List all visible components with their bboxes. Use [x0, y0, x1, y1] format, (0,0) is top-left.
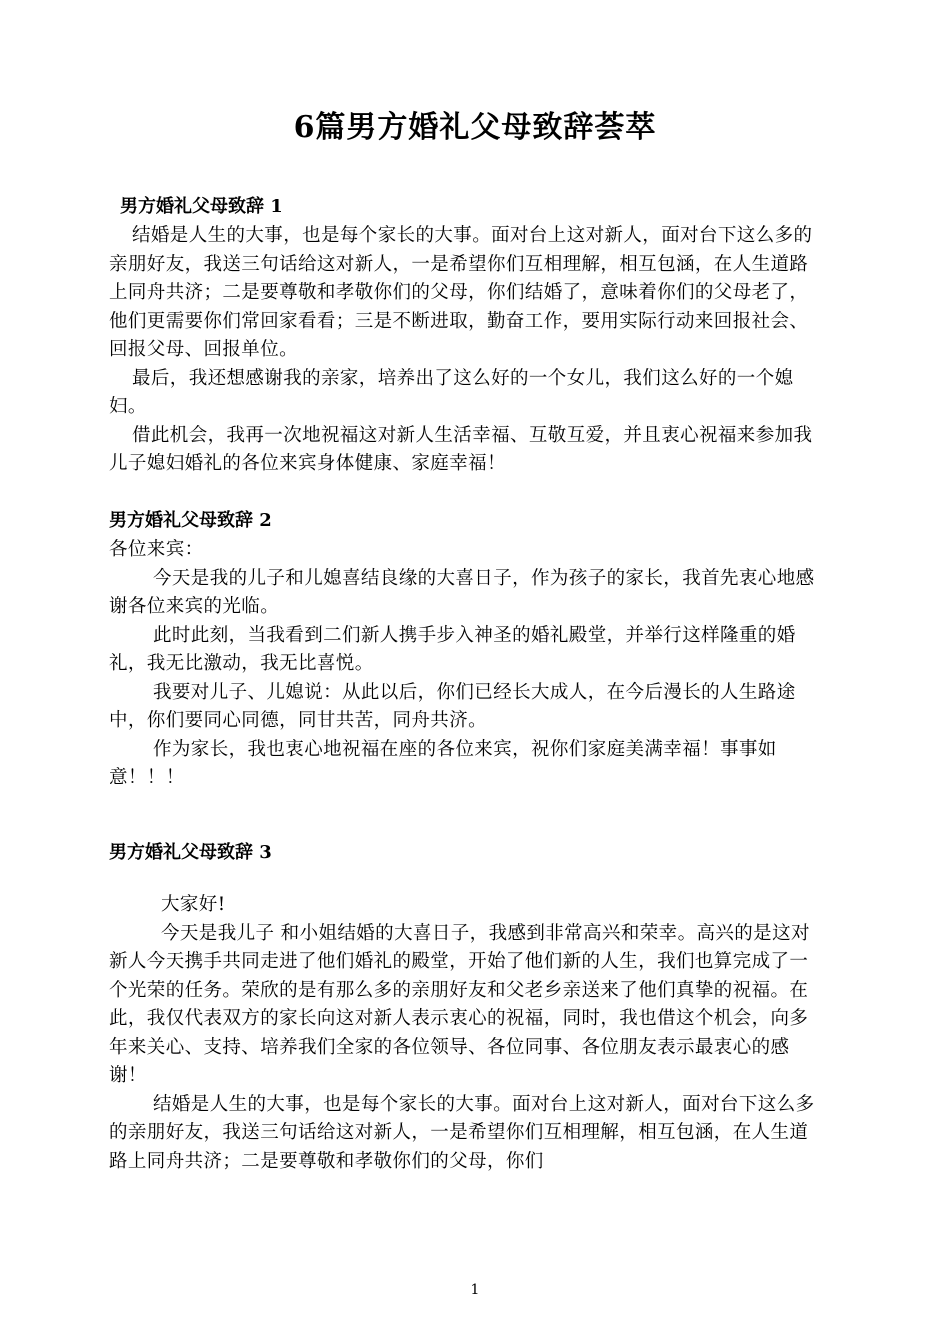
document-title: 6篇男方婚礼父母致辞荟萃 — [293, 110, 657, 145]
section-1-heading: 男方婚礼父母致辞 1 — [120, 196, 283, 217]
section-1-paragraph: 结婚是人生的大事，也是每个家长的大事。面对台上这对新人，面对台下这么多的亲朋好友，我送三句话给这对新人，一是希望你们互相理解，相互包涵，在人生道路上同舟共济；二是要尊敬和孝敬你们的父母，你们结婚了，意味着你们的父母老了，他们更需要你们常回家看看；三是不断进取，勤奋工作，要用实际行动来回报社会、回报父母、回报单位。 — [109, 225, 813, 360]
section-2-paragraph: 作为家长，我也衷心地祝福在座的各位来宾，祝你们家庭美满幸福！事事如意！！！ — [109, 738, 777, 788]
section-3-paragraph: 今天是我儿子 和小姐结婚的大喜日子，我感到非常高兴和荣幸。高兴的是这对新人今天携手共同走进了他们婚礼的殿堂，开始了他们新的人生，我们也算完成了一个光荣的任务。荣欣的是有那么多的亲朋好友和父老乡亲送来了他们真挚的祝福。在此，我仅代表双方的家长向这对新人表示衷心的祝福，同时，我也借这个机会，向多年来关心、支持、培养我们全家的各位领导、各位同事、各位朋友表示最衷心的感谢！ — [109, 922, 810, 1086]
section-2-greeting: 各位来宾： — [109, 539, 204, 560]
section-1-paragraph: 借此机会，我再一次地祝福这对新人生活幸福、互敬互爱，并且衷心祝福来参加我儿子媳妇婚礼的各位来宾身体健康、家庭幸福！ — [109, 424, 813, 474]
section-3-greeting: 大家好! — [161, 894, 226, 915]
section-1-paragraph: 最后，我还想感谢我的亲家，培养出了这么好的一个女儿，我们这么好的一个媳妇。 — [109, 367, 794, 417]
section-2-paragraph: 今天是我的儿子和儿媳喜结良缘的大喜日子，作为孩子的家长，我首先衷心地感谢各位来宾的光临。 — [109, 567, 815, 617]
section-2-paragraph: 此时此刻，当我看到二们新人携手步入神圣的婚礼殿堂，并举行这样隆重的婚礼，我无比激动，我无比喜悦。 — [109, 624, 796, 674]
section-2-body — [109, 536, 827, 793]
page-number: 1 — [470, 1282, 480, 1298]
section-1-body — [109, 222, 827, 479]
section-2-heading: 男方婚礼父母致辞 2 — [109, 510, 272, 531]
section-3-body — [109, 891, 827, 1176]
section-3-paragraph: 结婚是人生的大事，也是每个家长的大事。面对台上这对新人，面对台下这么多的亲朋好友，我送三句话给这对新人，一是希望你们互相理解，相互包涵，在人生道路上同舟共济；二是要尊敬和孝敬你们的父母，你们 — [109, 1093, 815, 1172]
section-3-heading: 男方婚礼父母致辞 3 — [109, 842, 272, 863]
section-2-paragraph: 我要对儿子、儿媳说：从此以后，你们已经长大成人，在今后漫长的人生路途中，你们要同心同德，同甘共苦，同舟共济。 — [109, 681, 796, 731]
